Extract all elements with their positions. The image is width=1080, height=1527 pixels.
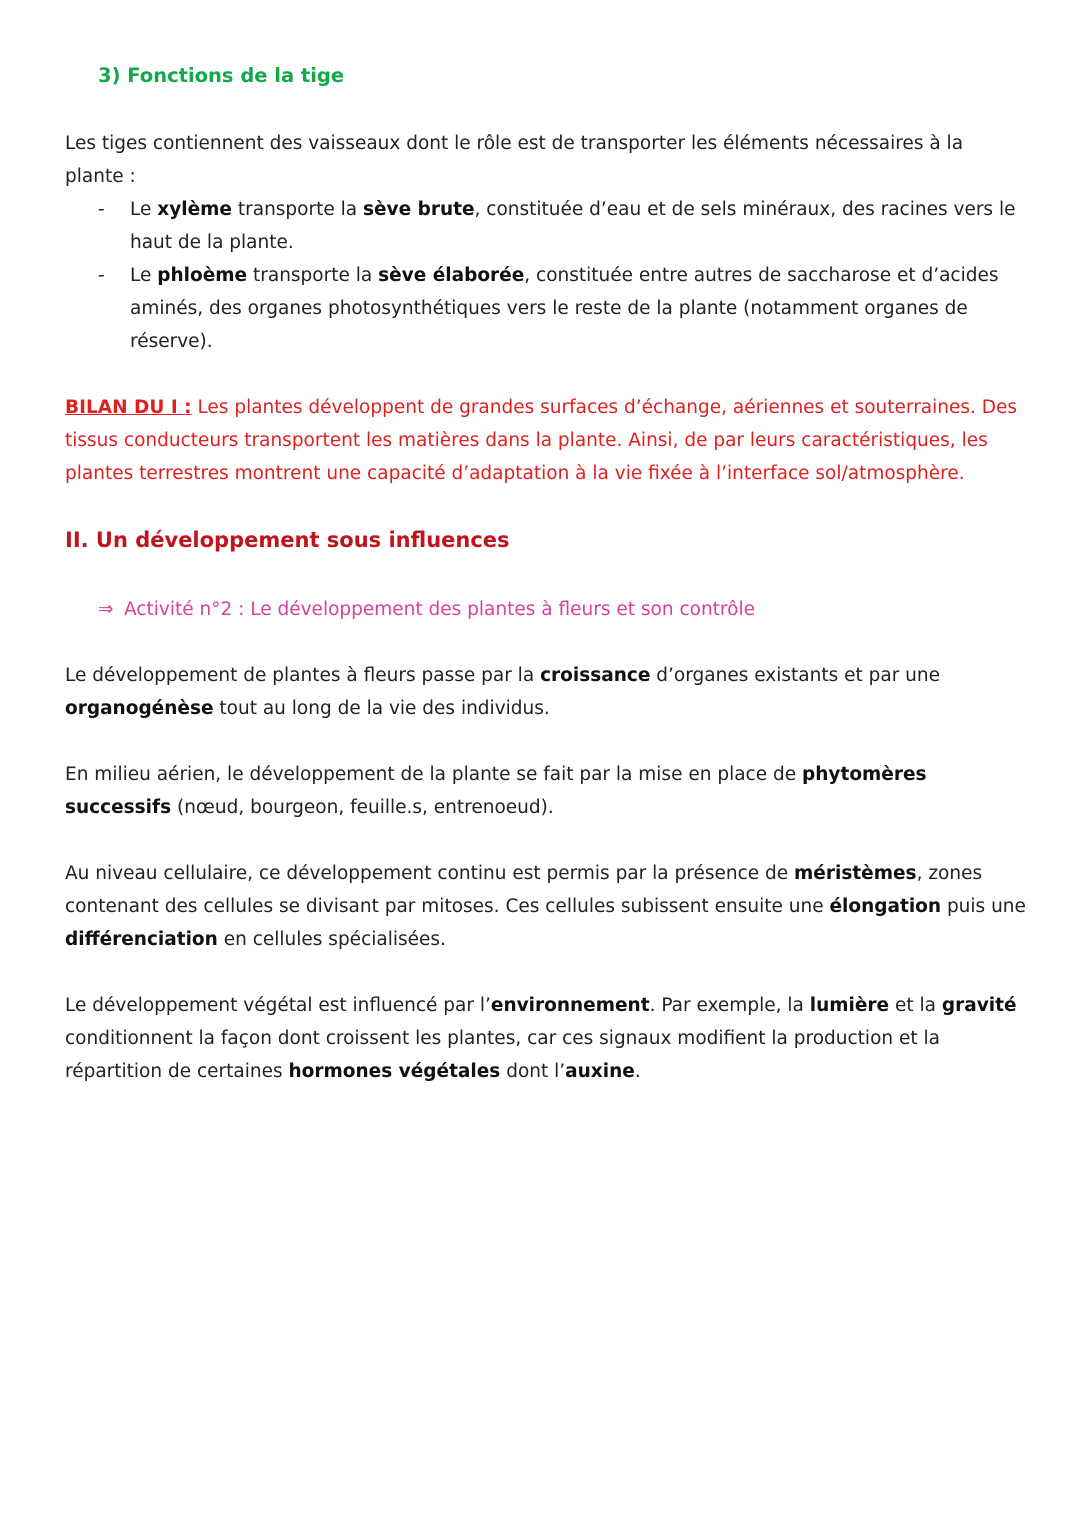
paragraph-2-line-1: En milieu aérien, le développement de la plante se fait par la mise en place de phytomères — [65, 764, 927, 785]
section-title-2: II. Un développement sous influences — [65, 528, 510, 552]
bilan-label: BILAN DU I : — [65, 397, 192, 418]
bullet-phloeme-line-3: réserve). — [130, 331, 213, 352]
intro-line-2: plante : — [65, 166, 136, 187]
intro-line-1: Les tiges contiennent des vaisseaux dont le rôle est de transporter les éléments nécessaires à la — [65, 133, 964, 154]
activity-line: ⇒ Activité n°2 : Le développement des plantes à fleurs et son contrôle — [98, 593, 755, 626]
paragraph-3-line-1: Au niveau cellulaire, ce développement continu est permis par la présence de méristèmes, zones — [65, 863, 983, 884]
paragraph-4-line-1: Le développement végétal est influencé par l’environnement. Par exemple, la lumière et la gravité — [65, 995, 1017, 1016]
paragraph-1-line-2: organogénèse tout au long de la vie des individus. — [65, 698, 550, 719]
bullet-xyleme: Le xylème transporte la sève brute, constituée d’eau et de sels minéraux, des racines vers le — [130, 199, 1016, 220]
bilan-line-2: tissus conducteurs transportent les matières dans la plante. Ainsi, de par leurs caractéristiques, les — [65, 430, 988, 451]
bullet-xyleme-line-2: haut de la plante. — [130, 232, 294, 253]
bullet-phloeme-line-2: aminés, des organes photosynthétiques vers le reste de la plante (notamment organes de — [130, 298, 968, 319]
section-title-3: 3) Fonctions de la tige — [98, 64, 345, 87]
paragraph-4-line-2: conditionnent la façon dont croissent les plantes, car ces signaux modifient la production et la — [65, 1028, 940, 1049]
bullet-dash: - — [98, 199, 105, 220]
bilan-line-3: plantes terrestres montrent une capacité d’adaptation à la vie fixée à l’interface sol/atmosphère. — [65, 463, 965, 484]
paragraph-4-line-3: répartition de certaines hormones végétales dont l’auxine. — [65, 1061, 641, 1082]
bullet-dash: - — [98, 265, 105, 286]
paragraph-1-line-1: Le développement de plantes à fleurs passe par la croissance d’organes existants et par une — [65, 665, 941, 686]
paragraph-2-line-2: successifs (nœud, bourgeon, feuille.s, entrenoeud). — [65, 797, 554, 818]
arrow-right-icon: ⇒ — [98, 599, 114, 620]
bilan-line-1: BILAN DU I : Les plantes développent de grandes surfaces d’échange, aériennes et souterraines. Des — [65, 397, 1018, 418]
paragraph-3-line-3: différenciation en cellules spécialisées. — [65, 929, 446, 950]
paragraph-3-line-2: contenant des cellules se divisant par mitoses. Ces cellules subissent ensuite une élongation puis une — [65, 896, 1026, 917]
bullet-phloeme: Le phloème transporte la sève élaborée, constituée entre autres de saccharose et d’acides — [130, 265, 999, 286]
